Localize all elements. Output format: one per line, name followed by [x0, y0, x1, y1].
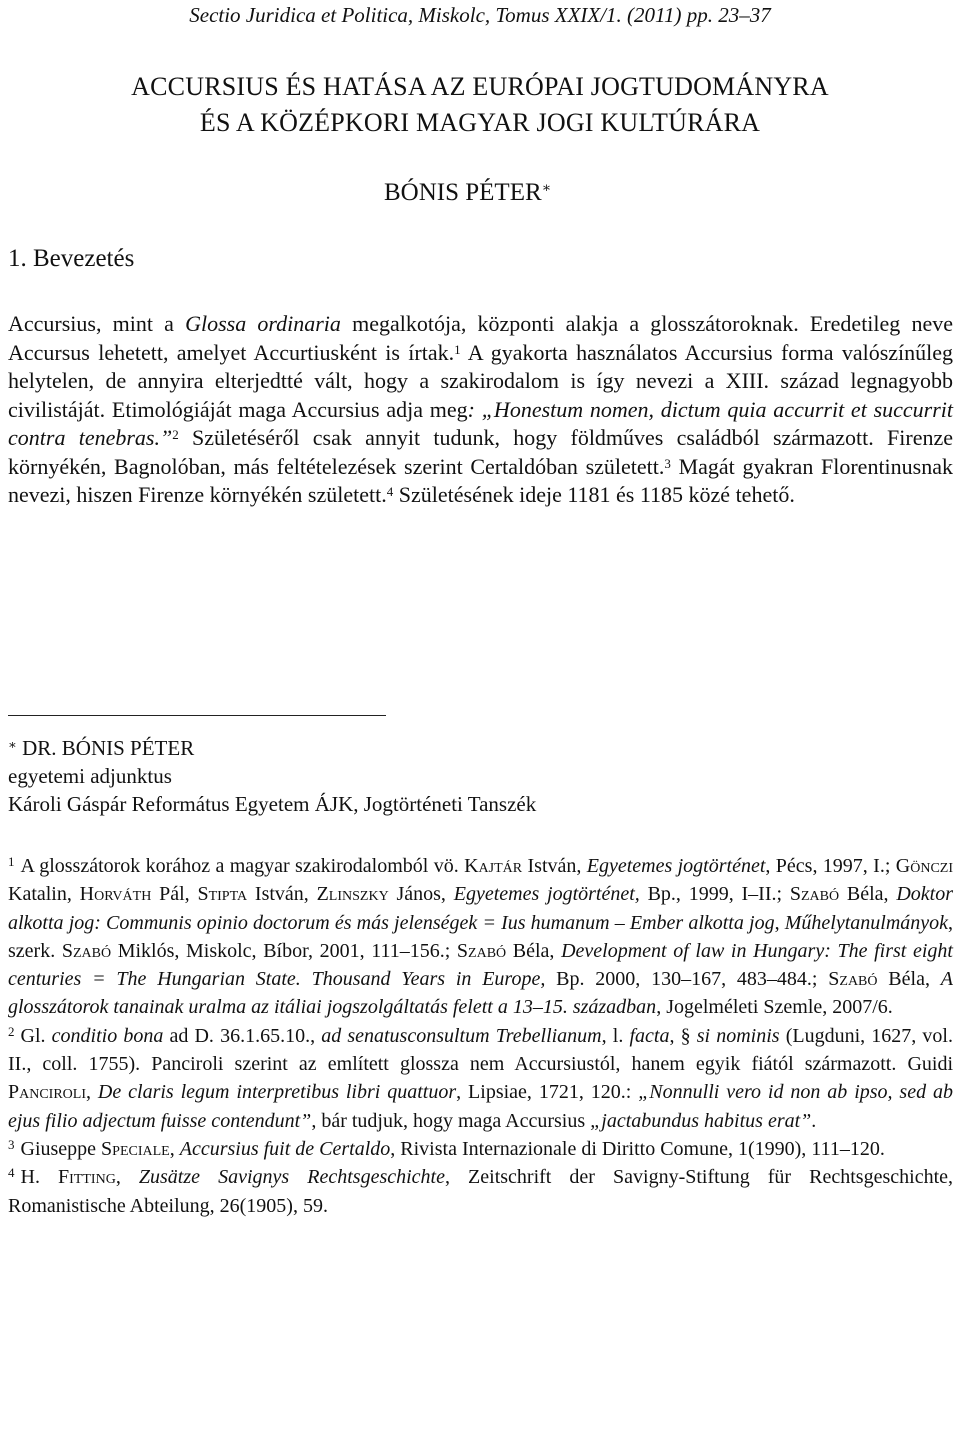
journal-header: Sectio Juridica et Politica, Miskolc, Tomus XXIX/1. (2011) pp. 23–37 [189, 3, 771, 27]
footnote-title: Accursius fuit de Certaldo [179, 1137, 391, 1160]
footnote-text: , l. [601, 1024, 630, 1047]
footnote-italic: De claris legum interpretibus libri quattuor [97, 1081, 457, 1104]
footnote-author: Szabó [456, 939, 507, 962]
footnote-divider [8, 715, 386, 716]
section-heading: 1. Bevezetés [8, 245, 135, 272]
footnote-text: , Zeitschrift der Savigny-Stiftung für Rechtsgeschichte, Romanistische Abteilung, 26(1905), 59. [8, 1166, 953, 1217]
footnote-4 [8, 1163, 953, 1220]
affiliation-institution: Károli Gáspár Református Egyetem ÁJK, Jogtörténeti Tanszék [8, 792, 537, 816]
footnote-text: Bp., 1999, I–II.; [639, 883, 790, 906]
footnote-number: 2 [8, 1023, 15, 1039]
footnote-author: Panciroli [8, 1081, 87, 1104]
footnote-text: , Lipsiae, 1721, 120.: [456, 1081, 639, 1104]
footnote-author: Speciale [101, 1137, 170, 1160]
footnote-title: Egyetemes jogtörténet [586, 855, 766, 877]
footnote-title: Doktor alkotta jog: Communis opinio doctorum és más jelenségek = Ius humanum – Ember alkotta jog [8, 883, 953, 934]
footnote-number: 3 [8, 1136, 15, 1152]
footnote-author: Szabó [828, 968, 878, 991]
paragraph [8, 310, 953, 510]
footnote-author: Horváth [79, 883, 152, 906]
footnote-text: , bár tudjuk, hogy maga Accursius [311, 1109, 591, 1132]
footnote-italic: si nominis [696, 1024, 780, 1047]
body-text: Születésének ideje 1181 és 1185 közé tehető. [393, 482, 795, 507]
body-italic: Glossa ordinaria [185, 311, 341, 336]
footnote-title: Zusätze Savignys Rechtsgeschichte [138, 1166, 445, 1189]
footnote-3 [8, 1135, 953, 1163]
footnote-author: Szabó [61, 939, 112, 962]
footnote-2 [8, 1022, 953, 1135]
footnote-text: , [115, 1166, 139, 1189]
footnote-text: , [774, 911, 785, 934]
footnote-title: Egyetemes jogtörténet, [453, 883, 640, 906]
body-paragraph [8, 310, 953, 510]
footnote-quote: „Nonnulli vero id non ab ipso, sed ab ejus filio adjectum fuisse contendunt” [8, 1081, 953, 1132]
footnote-text: , Rivista Internazionale di Diritto Comune, 1(1990), 111–120. [390, 1137, 885, 1160]
footnote-text: Béla, [877, 968, 941, 991]
footnote-title: Development of law in Hungary: The first eight centuries = The Hungarian State. Thousand Years in Europe, [8, 939, 953, 991]
footnote-author: Fitting [58, 1166, 116, 1189]
footnote-text: János, [388, 883, 454, 906]
footnote-text: , szerk. [8, 911, 954, 962]
footnote-italic: ad senatusconsultum Trebellianum [321, 1024, 602, 1047]
footnote-ref-3[interactable]: 3 [664, 455, 671, 471]
footnote-number: 4 [8, 1165, 15, 1181]
footnote-text: Miklós, Miskolc, Bíbor, 2001, 111–156.; [111, 939, 457, 962]
body-text: A gyakorta használatos Accursius forma valószínűleg helytelen, de annyira elterjedtté vált, hogy a szakirodalom is így nevezi a XIII. század legnagyobb civilistáját. Etimológiáját maga Accursius adja meg [8, 339, 954, 422]
footnote-text: , Jogelméleti Szemle, 2007/6. [656, 996, 893, 1019]
affiliation-position: egyetemi adjunktus [8, 764, 172, 788]
footnote-text: ad D. 36.1.65.10., [163, 1024, 322, 1047]
body-text: megalkotója, központi alakja a glosszátoroknak. Eredetileg neve Accursus lehetett, amelyet Accurtiusként is írtak. [8, 311, 953, 365]
footnote-text: , Pécs, 1997, I.; [765, 855, 896, 877]
author-affiliation [8, 734, 536, 818]
footnote-ref-2[interactable]: 2 [172, 427, 179, 442]
author-name-text: BÓNIS PÉTER [384, 179, 542, 206]
footnote-author: Szabó [789, 883, 840, 906]
footnote-author: Gönczi [895, 855, 953, 877]
author-footnote-mark: ∗ [541, 181, 552, 196]
footnote-text: (Lugduni, 1627, vol. II., coll. 1755). Panciroli szerint az említett glossza nem Accursiustól, hanem egyik fiától származott. Guidi [8, 1024, 953, 1076]
footnote-author: Stipta [197, 883, 248, 906]
footnote-text: Pál, [151, 883, 198, 906]
affiliation-mark: ∗ [8, 737, 17, 752]
footnote-quote: „jactabundus habitus erat” [590, 1109, 812, 1132]
footnotes [8, 852, 953, 1220]
footnote-ref-1[interactable]: 1 [454, 341, 461, 357]
footnote-ref-4[interactable]: 4 [386, 484, 394, 499]
body-text: Születéséről csak annyit tudunk, hogy földműves családból származott. Firenze környékén, Bagnolóban, más feltételezések szerint Certaldóban született. [8, 425, 953, 479]
author-name [384, 178, 551, 208]
footnote-number: 1 [8, 854, 15, 869]
footnote-author: Zlinszky [316, 883, 389, 906]
footnote-text: Gl. [20, 1024, 52, 1047]
footnote-text: , [86, 1081, 98, 1104]
body-quote-italic: : „Honestum nomen, dictum quia accurrit et succurrit contra tenebras.” [8, 396, 954, 450]
footnote-italic: facta [629, 1024, 670, 1047]
footnote-author: Kajtár [464, 855, 523, 877]
footnote-title: Műhelytanulmányok [784, 911, 949, 934]
footnote-text: , [169, 1137, 180, 1160]
footnote-1 [8, 852, 953, 1022]
footnote-text: Béla, [839, 883, 897, 906]
footnote-text: Bp. 2000, 130–167, 483–484.; [545, 968, 829, 991]
footnote-text: István, [522, 855, 587, 877]
footnote-text: István, [247, 883, 317, 906]
footnote-text: Giuseppe [20, 1137, 102, 1160]
body-text: Magát gyakran Florentinusnak nevezi, hiszen Firenze környékén született. [8, 453, 953, 507]
footnote-italic: conditio bona [51, 1024, 164, 1047]
footnote-text: Katalin, [8, 883, 80, 906]
article-title-line-1: ACCURSIUS ÉS HATÁSA AZ EURÓPAI JOGTUDOMÁNYRA [131, 72, 829, 101]
footnote-text: H. [20, 1166, 59, 1189]
footnote-title: A glosszátorok tanainak uralma az itáliai jogszolgáltatás felett a 13–15. században [8, 968, 953, 1019]
affiliation-name: DR. BÓNIS PÉTER [22, 736, 195, 760]
affiliation-name-line [8, 734, 536, 762]
footnote-text: A glosszátorok korához a magyar szakirodalomból vö. [20, 855, 465, 877]
article-title-line-2: ÉS A KÖZÉPKORI MAGYAR JOGI KULTÚRÁRA [199, 108, 761, 137]
body-text: Accursius, mint a [8, 311, 186, 336]
footnote-text: , § [669, 1024, 697, 1047]
footnote-text: . [811, 1109, 817, 1132]
footnote-text: Béla, [506, 939, 562, 962]
